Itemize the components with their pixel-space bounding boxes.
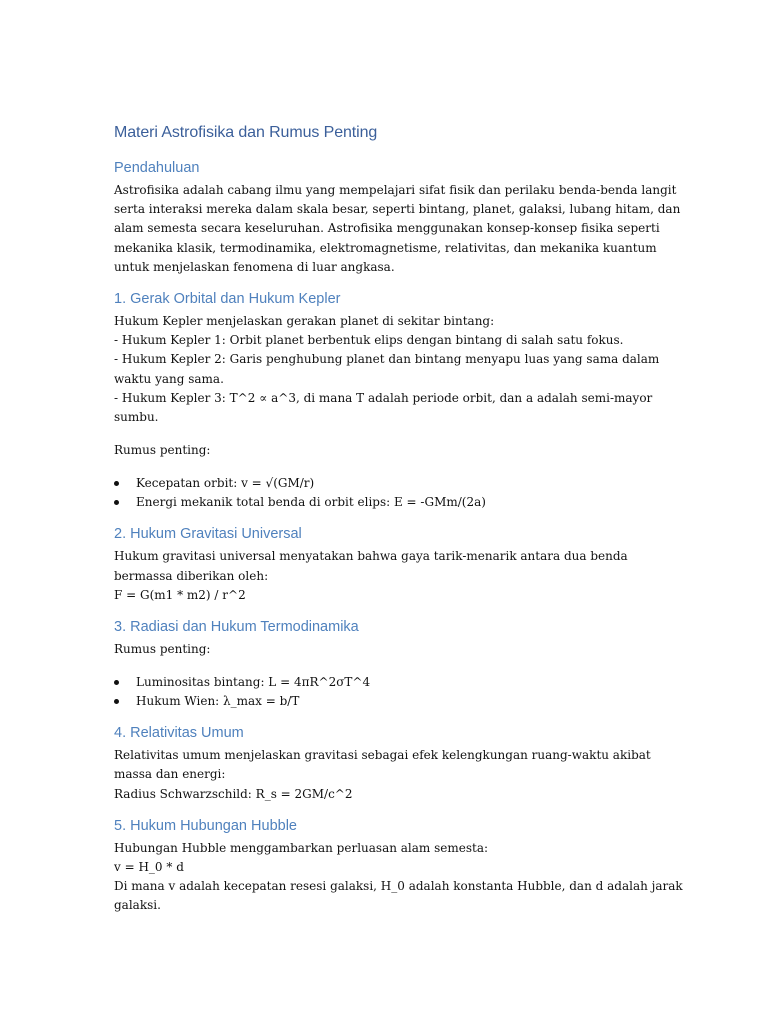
list-item-text: Kecepatan orbit: v = √(GM/r) [136, 476, 315, 491]
text-line: - Hukum Kepler 2: Garis penghubung planet dan bintang menyapu luas yang sama dalam [114, 352, 660, 367]
section-intro [114, 160, 681, 277]
text-line: serta interaksi mereka dalam skala besar, seperti bintang, planet, galaksi, lubang hitam, dan [114, 202, 681, 217]
heading-hubble: 5. Hukum Hubungan Hubble [114, 817, 297, 834]
document-title: Materi Astrofisika dan Rumus Penting [114, 124, 378, 141]
text-line: Radius Schwarzschild: R_s = 2GM/c^2 [114, 786, 353, 801]
bullet-icon [114, 500, 119, 505]
section-kepler [114, 291, 658, 512]
formula-list [114, 474, 658, 512]
text-line: bermassa diberikan oleh: [114, 568, 269, 583]
text-line: Hukum Kepler menjelaskan gerakan planet di sekitar bintang: [114, 314, 495, 329]
intro-paragraph [114, 181, 681, 277]
text-line: waktu yang sama. [114, 371, 224, 386]
text-line: F = G(m1 * m2) / r^2 [114, 587, 246, 602]
formula-label: Rumus penting: [114, 443, 211, 458]
relativitas-paragraph [114, 746, 658, 804]
text-line: Relativitas umum menjelaskan gravitasi sebagai efek kelengkungan ruang-waktu akibat [114, 748, 651, 763]
list-item [114, 673, 658, 692]
text-line: Hubungan Hubble menggambarkan perluasan alam semesta: [114, 840, 489, 855]
text-line: massa dan energi: [114, 767, 226, 782]
bullet-icon [114, 699, 119, 704]
text-line: Hukum gravitasi universal menyatakan bahwa gaya tarik-menarik antara dua benda [114, 549, 628, 564]
section-hubble [114, 817, 683, 916]
text-line: alam semesta secara keseluruhan. Astrofisika menggunakan konsep-konsep fisika seperti [114, 221, 660, 236]
kepler-paragraph [114, 312, 658, 427]
list-item-text: Energi mekanik total benda di orbit elips: E = -GMm/(2a) [136, 495, 486, 510]
list-item-text: Hukum Wien: λ_max = b/T [136, 694, 300, 709]
heading-radiasi: 3. Radiasi dan Hukum Termodinamika [114, 619, 359, 636]
text-line: - Hukum Kepler 1: Orbit planet berbentuk elips dengan bintang di salah satu fokus. [114, 333, 624, 348]
heading-intro: Pendahuluan [114, 160, 200, 176]
list-item [114, 692, 658, 711]
hubble-paragraph [114, 839, 683, 916]
list-item [114, 474, 658, 493]
formula-list [114, 673, 658, 711]
text-line: v = H_0 * d [114, 860, 184, 875]
bullet-icon [114, 680, 119, 685]
heading-relativitas: 4. Relativitas Umum [114, 725, 244, 742]
section-relativitas [114, 725, 658, 804]
bullet-icon [114, 481, 119, 486]
heading-kepler: 1. Gerak Orbital dan Hukum Kepler [114, 291, 341, 308]
text-line: - Hukum Kepler 3: T^2 ∝ a^3, di mana T adalah periode orbit, dan a adalah semi-mayor [114, 390, 653, 405]
text-line: galaksi. [114, 898, 161, 913]
text-line: untuk menjelaskan fenomena di luar angkasa. [114, 259, 395, 274]
text-line: sumbu. [114, 410, 159, 425]
section-radiasi [114, 619, 658, 711]
text-line: Astrofisika adalah cabang ilmu yang mempelajari sifat fisik dan perilaku benda-benda langit [114, 183, 677, 197]
heading-gravitasi: 2. Hukum Gravitasi Universal [114, 526, 302, 543]
list-item-text: Luminositas bintang: L = 4πR^2σT^4 [136, 675, 371, 690]
list-item [114, 493, 658, 512]
text-line: mekanika klasik, termodinamika, elektromagnetisme, relativitas, dan mekanika kuantum [114, 240, 657, 255]
text-line: Di mana v adalah kecepatan resesi galaksi, H_0 adalah konstanta Hubble, dan d adalah jarak [114, 879, 683, 894]
section-gravitasi [114, 526, 658, 605]
formula-label: Rumus penting: [114, 642, 211, 657]
gravitasi-paragraph [114, 547, 658, 605]
